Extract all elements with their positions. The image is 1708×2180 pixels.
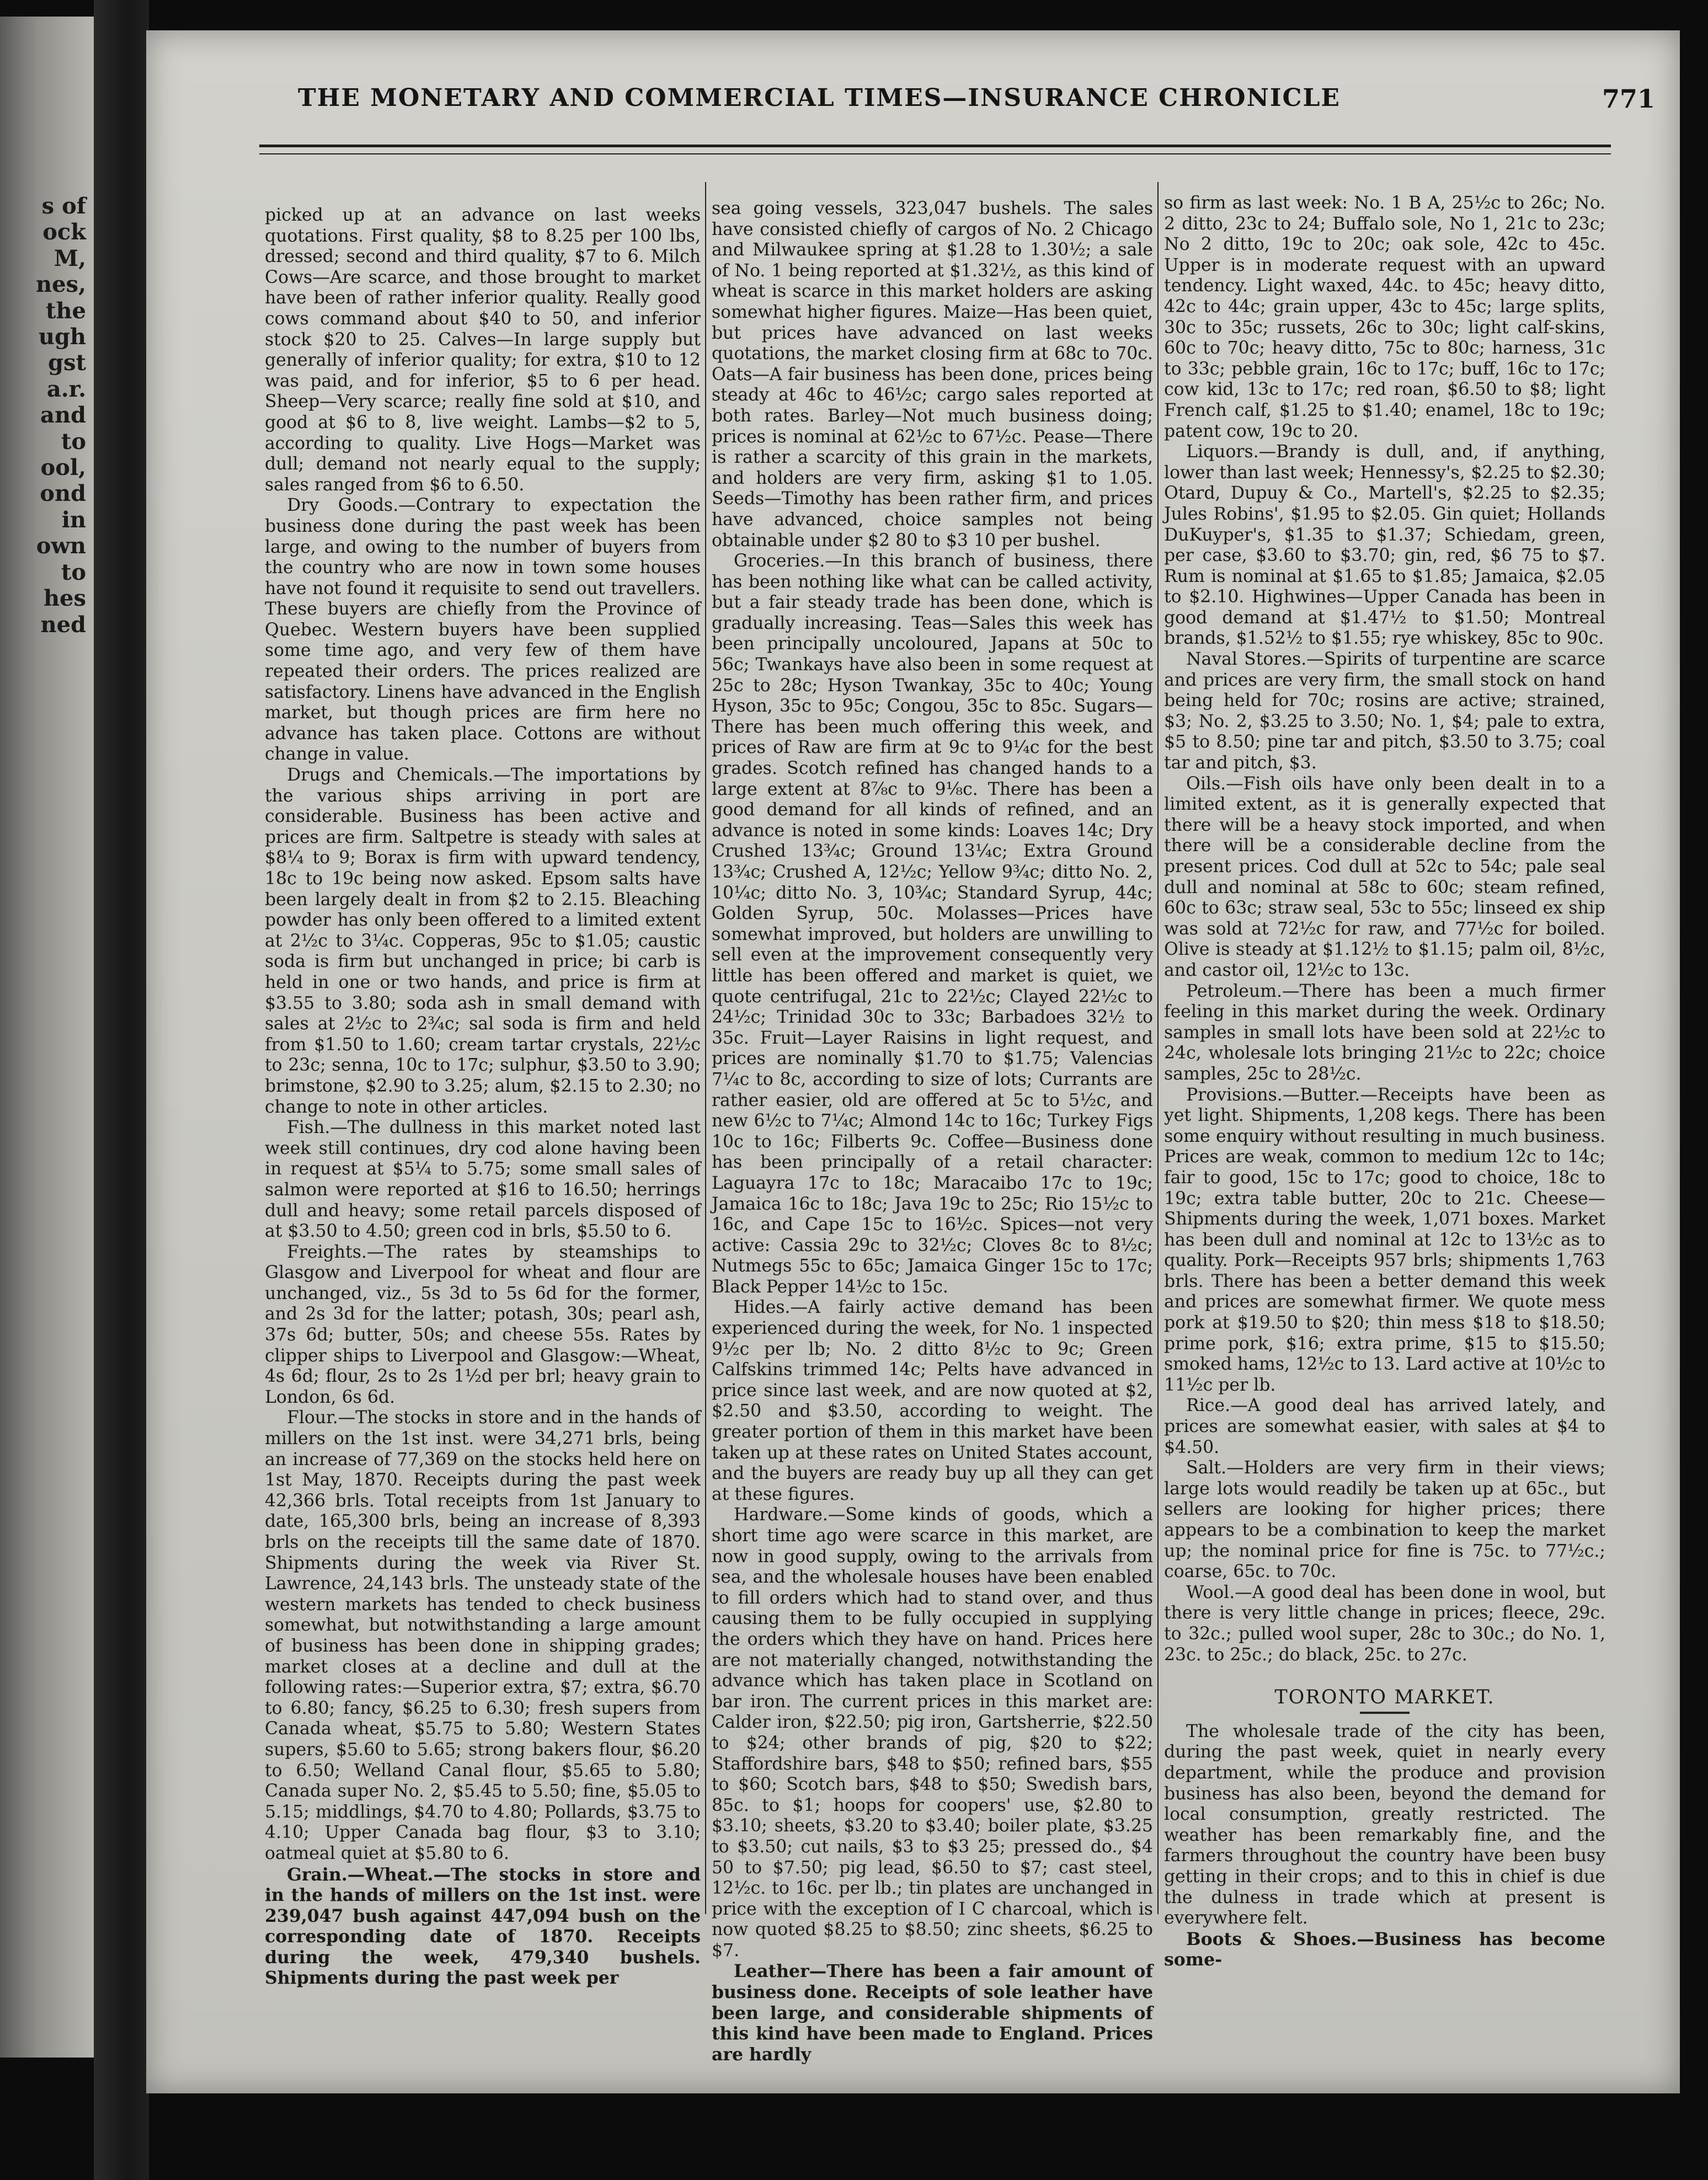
article-column-1	[265, 205, 701, 1989]
article-paragraph: Rice.—A good deal has arrived lately, and prices are somewhat easier, with sales at $4 to $4.50.	[1164, 1396, 1605, 1457]
article-paragraph: Flour.—The stocks in store and in the hands of millers on the 1st inst. were 34,271 brls, being an increase of 77,369 on the stocks held here on 1st May, 1870. Receipts during the past week 42,366 brls. Total receipts from 1st January to date, 165,300 brls, being an increase of 8,393 brls on the receipts till the same date of 1870. Shipments during the week via River St. Lawrence, 24,143 brls. The unsteady state of the western markets has tended to check business somewhat, but notwithstanding a large amount of business has been done in shipping grades; market closes at a decline and dull at the following rates:—Superior extra, $7; extra, $6.70 to 6.80; fancy, $6.25 to 6.30; fresh supers from Canada wheat, $5.75 to 5.80; Western States supers, $5.60 to 5.65; strong bakers flour, $6.20 to 6.50; Welland Canal flour, $5.65 to 5.80; Canada super No. 2, $5.45 to 5.50; fine, $5.05 to 5.15; middlings, $4.70 to 4.80; Pollards, $3.75 to 4.10; Upper Canada bag flour, $3 to 3.10; oatmeal quiet at $5.80 to 6.	[265, 1408, 701, 1863]
left-fragment-word: a.r.	[46, 376, 86, 402]
left-fragment-word: ned	[40, 611, 86, 638]
left-fragment-word: gst	[48, 350, 86, 376]
article-paragraph: Provisions.—Butter.—Receipts have been as yet light. Shipments, 1,208 kegs. There has been some enquiry without resulting in much business. Prices are weak, common to medium 12c to 14c; fair to good, 15c to 17c; good to choice, 18c to 19c; extra table butter, 20c to 21c. Cheese—Shipments during the week, 1,071 boxes. Market has been dull and nominal at 12c to 13½c as to quality. Pork—Receipts 957 brls; shipments 1,763 brls. There has been a better demand this week and prices are somewhat firmer. We quote mess pork at $19.50 to $20; thin mess $18 to $18.50; prime pork, $16; extra prime, $15 to $15.50; smoked hams, 12½c to 13. Lard active at 10½c to 11½c per lb.	[1164, 1084, 1605, 1395]
article-paragraph: so firm as last week: No. 1 B A, 25½c to 26c; No. 2 ditto, 23c to 24; Buffalo sole, No 1, 21c to 23c; No 2 ditto, 19c to 20c; oak sole, 42c to 45c. Upper is in moderate request with an upward tendency. Light waxed, 44c. to 45c; heavy ditto, 42c to 44c; grain upper, 43c to 45c; large splits, 30c to 35c; russets, 26c to 30c; light calf-skins, 60c to 70c; heavy ditto, 75c to 80c; harness, 31c to 33c; pebble grain, 16c to 17c; buff, 16c to 17c; cow kid, 13c to 17c; red roan, $6.50 to $8; light French calf, $1.25 to $1.40; enamel, 18c to 19c; patent cow, 19c to 20.	[1164, 193, 1605, 441]
left-fragment-word: nes,	[36, 271, 86, 298]
section-rule	[1360, 1712, 1410, 1714]
article-paragraph: Leather—There has been a fair amount of business done. Receipts of sole leather have been large, and considerable shipments of this kind have been made to England. Prices are hardly	[712, 1961, 1153, 2065]
article-paragraph: Drugs and Chemicals.—The importations by the various ships arriving in port are considerable. Business has been active and prices are firm. Saltpetre is steady with sales at $8¼ to 9; Borax is firm with upward tendency, 18c to 19c being now asked. Epsom salts have been largely dealt in from $2 to 2.15. Bleaching powder has only been offered to a limited extent at 2½c to 3¼c. Copperas, 95c to $1.05; caustic soda is firm but unchanged in price; bi carb is held in one or two hands, and price is firm at $3.55 to 3.80; soda ash in small demand with sales at 2½c to 2¾c; sal soda is firm and held from $1.50 to 1.60; cream tartar crystals, 22½c to 23c; senna, 10c to 17c; sulphur, $3.50 to 3.90; brimstone, $2.90 to 3.25; alum, $2.15 to 2.30; no change to note in other articles.	[265, 765, 701, 1117]
left-fragment-word: s of	[41, 193, 86, 219]
left-fragment-word: to	[61, 428, 86, 455]
header-rule-thick	[259, 145, 1611, 147]
article-paragraph: Wool.—A good deal has been done in wool, but there is very little change in prices; fleece, 29c. to 32c.; pulled wool super, 28c to 30c.; do No. 1, 23c. to 25c.; do black, 25c. to 27c.	[1164, 1582, 1605, 1665]
article-column-2	[712, 199, 1153, 2065]
column-divider-1	[705, 182, 706, 1914]
left-fragment-word: own	[36, 533, 86, 559]
article-paragraph: Hardware.—Some kinds of goods, which a short time ago were scarce in this market, are now in good supply, owing to the arrivals from sea, and the wholesale houses have been enabled to fill orders which had to stand over, and thus causing them to be fully occupied in supplying the orders which they have on hand. Prices here are not materially changed, notwithstanding the advance which has taken place in Scotland on bar iron. The current prices in this market are: Calder iron, $22.50; pig iron, Gartsherrie, $22.50 to $24; other brands of pig, $20 to $22; Staffordshire bars, $48 to $50; refined bars, $55 to $60; Scotch bars, $48 to $50; Swedish bars, 85c. to $1; hoops for coopers' use, $2.80 to $3.10; sheets, $3.20 to $3.40; boiler plate, $3.25 to $3.50; cut nails, $3 to $3 25; pressed do., $4 50 to $7.50; pig lead, $6.50 to $7; cast steel, 12½c. to 16c. per lb.; tin plates are unchanged in price with the exception of I C charcoal, which is now quoted $8.25 to $8.50; zinc sheets, $6.25 to $7.	[712, 1505, 1153, 1960]
article-paragraph: Boots & Shoes.—Business has become some-	[1164, 1928, 1605, 1970]
column-divider-2	[1157, 182, 1159, 1914]
left-fragment-word: ugh	[38, 324, 86, 350]
article-paragraph: Dry Goods.—Contrary to expectation the business done during the past week has been large, and owing to the number of buyers from the country who are now in town some houses have not found it requisite to send out travellers. These buyers are chiefly from the Province of Quebec. Western buyers have been supplied some time ago, and very few of them have repeated their orders. The prices realized are satisfactory. Linens have advanced in the English market, but though prices are firm here no advance has taken place. Cottons are without change in value.	[265, 495, 701, 765]
article-paragraph: Groceries.—In this branch of business, there has been nothing like what can be called activity, but a fair steady trade has been done, which is gradually increasing. Teas—Sales this week has been principally uncoloured, Japans at 50c to 56c; Twankays have also been in some request at 25c to 28c; Hyson Twankay, 35c to 40c; Young Hyson, 35c to 95c; Congou, 35c to 85c. Sugars—There has been much offering this week, and prices of Raw are firm at 9c to 9¼c for the best grades. Scotch refined has changed hands to a large extent at 8⅞c to 9⅛c. There has been a good demand for all kinds of refined, and an advance is noted in some kinds: Loaves 14c; Dry Crushed 13¾c; Ground 13¼c; Extra Ground 13¾c; Crushed A, 12½c; Yellow 9¾c; ditto No. 2, 10¼c; ditto No. 3, 10¾c; Standard Syrup, 44c; Golden Syrup, 50c. Molasses—Prices have somewhat improved, but holders are unwilling to sell even at the improvement consequently very little has been offered and market is quiet, we quote centrifugal, 21c to 22½c; Clayed 22½c to 24½c; Trinidad 30c to 33c; Barbadoes 32½ to 35c. Fruit—Layer Raisins in light request, and prices are nominally $1.70 to $1.75; Valencias 7¼c to 8c, according to size of lots; Currants are rather easier, old are offered at 5c to 5½c, and new 6½c to 7¼c; Almond 14c to 16c; Turkey Figs 10c to 16c; Filberts 9c. Coffee—Business done has been principally of a retail character: Laguayra 17c to 18c; Maracaibo 17c to 19c; Jamaica 16c to 18c; Java 19c to 25c; Rio 15½c to 16c, and Cape 15c to 16½c. Spices—not very active: Cassia 29c to 32½c; Cloves 8c to 8½c; Nutmegs 55c to 65c; Jamaica Ginger 15c to 17c; Black Pepper 14½c to 15c.	[712, 551, 1153, 1297]
article-paragraph: Naval Stores.—Spirits of turpentine are scarce and prices are very firm, the small stock on hand being held for 70c; rosins are active; strained, $3; No. 2, $3.25 to 3.50; No. 1, $4; pale to extra, $5 to 8.50; pine tar and pitch, $3.50 to 3.75; coal tar and pitch, $3.	[1164, 649, 1605, 773]
article-paragraph: Liquors.—Brandy is dull, and, if anything, lower than last week; Hennessy's, $2.25 to $2.30; Otard, Dupuy & Co., Martell's, $2.25 to $2.35; Jules Robins', $1.95 to $2.05. Gin quiet; Hollands DuKuyper's, $1.35 to $1.37; Schiedam, green, per case, $3.60 to $3.70; gin, red, $6 75 to $7. Rum is nominal at $1.65 to $1.85; Jamaica, $2.05 to $2.10. Highwines—Upper Canada has been in good demand at $1.47½ to $1.50; Montreal brands, $1.52½ to $1.55; rye whiskey, 85c to 90c.	[1164, 442, 1605, 649]
article-paragraph: Freights.—The rates by steamships to Glasgow and Liverpool for wheat and flour are unchanged, viz., 5s 3d to 5s 6d for the former, and 2s 3d for the latter; potash, 30s; pearl ash, 37s 6d; butter, 50s; and cheese 55s. Rates by clipper ships to Liverpool and Glasgow:—Wheat, 4s 6d; flour, 2s to 2s 1½d per brl; heavy grain to London, 6s 6d.	[265, 1242, 701, 1407]
left-fragment-word: ond	[40, 480, 86, 507]
section-title: TORONTO MARKET.	[1274, 1686, 1495, 1709]
left-fragment-word: to	[61, 559, 86, 585]
left-fragment-word: ock	[42, 219, 86, 245]
left-page-text-fragments	[20, 193, 86, 638]
page-header	[298, 84, 1655, 128]
book-gutter	[94, 0, 149, 2180]
left-fragment-word: and	[40, 402, 86, 429]
left-fragment-word: in	[61, 506, 86, 533]
article-paragraph: sea going vessels, 323,047 bushels. The sales have consisted chiefly of cargos of No. 2 Chicago and Milwaukee spring at $1.28 to 1.30½; a sale of No. 1 being reported at $1.32½, as this kind of wheat is scarce in this market holders are asking somewhat higher figures. Maize—Has been quiet, but prices have advanced on last weeks quotations, the market closing firm at 68c to 70c. Oats—A fair business has been done, prices being steady at 46c to 46½c; cargo sales reported at both rates. Barley—Not much business doing; prices is nominal at 62½c to 67½c. Pease—There is rather a scarcity of this grain in the markets, and holders are very firm, asking $1 to 1.05. Seeds—Timothy has been rather firm, and prices have advanced, choice samples not being obtainable under $2 80 to $3 10 per bushel.	[712, 199, 1153, 551]
article-paragraph: Oils.—Fish oils have only been dealt in to a limited extent, as it is generally expected that there will be a heavy stock imported, and when there will be a considerable decline from the present prices. Cod dull at 52c to 54c; pale seal dull and nominal at 58c to 60c; steam refined, 60c to 63c; straw seal, 53c to 55c; linseed ex ship was sold at 72½c for raw, and 77½c for boiled. Olive is steady at $1.12½ to $1.15; palm oil, 8½c, and castor oil, 12½c to 13c.	[1164, 773, 1605, 980]
page-title: THE MONETARY AND COMMERCIAL TIMES—INSURANCE CHRONICLE	[298, 84, 1341, 112]
left-fragment-word: ool,	[40, 455, 86, 481]
page-number: 771	[1602, 84, 1655, 114]
left-fragment-word: M,	[54, 245, 86, 271]
left-fragment-word: hes	[43, 585, 86, 612]
article-paragraph: Salt.—Holders are very firm in their views; large lots would readily be taken up at 65c., but sellers are looking for higher prices; there appears to be a combination to keep the market up; the nominal price for fine is 75c. to 77½c.; coarse, 65c. to 70c.	[1164, 1458, 1605, 1582]
left-page-fragment	[0, 17, 94, 2058]
article-paragraph: picked up at an advance on last weeks quotations. First quality, $8 to 8.25 per 100 lbs, dressed; second and third quality, $7 to 6. Milch Cows—Are scarce, and those brought to market have been of rather inferior quality. Really good cows command about $40 to 50, and inferior stock $20 to 25. Calves—In large supply but generally of inferior quality; for extra, $10 to 12 was paid, and for inferior, $5 to 6 per head. Sheep—Very scarce; really fine sold at $10, and good at $6 to 8, live weight. Lambs—$2 to 5, according to quality. Live Hogs—Market was dull; demand not nearly equal to the supply; sales ranged from $6 to 6.50.	[265, 205, 701, 495]
article-column-3	[1164, 193, 1605, 1970]
article-paragraph: Fish.—The dullness in this market noted last week still continues, dry cod alone having been in request at $5¼ to 5.75; some small sales of salmon were reported at $16 to 16.50; herrings dull and heavy; some retail parcels disposed of at $3.50 to 4.50; green cod in brls, $5.50 to 6.	[265, 1118, 701, 1242]
article-paragraph: Petroleum.—There has been a much firmer feeling in this market during the week. Ordinary samples in small lots have been sold at 22½c to 24c, wholesale lots bringing 21½c to 22c; choice samples, 25c to 28½c.	[1164, 981, 1605, 1084]
left-fragment-word: the	[45, 297, 86, 324]
article-paragraph: The wholesale trade of the city has been, during the past week, quiet in nearly every department, while the produce and provision business has also been, beyond the demand for local consumption, greatly restricted. The weather has been remarkably fine, and the farmers throughout the country have been busy getting in their crops; and to this in chief is due the dulness in trade which at present is everywhere felt.	[1164, 1721, 1605, 1928]
article-paragraph: Hides.—A fairly active demand has been experienced during the week, for No. 1 inspected 9½c per lb; No. 2 ditto 8½c to 9c; Green Calfskins trimmed 14c; Pelts have advanced in price since last week, and are now quoted at $2, $2.50 and $3.50, according to weight. The greater portion of them in this market have been taken up at these rates on United States account, and the buyers are ready buy up all they can get at these figures.	[712, 1297, 1153, 1504]
header-rule-thin	[259, 153, 1611, 154]
article-paragraph: Grain.—Wheat.—The stocks in store and in the hands of millers on the 1st inst. were 239,047 bush against 447,094 bush on the corresponding date of 1870. Receipts during the week, 479,340 bushels. Shipments during the past week per	[265, 1864, 701, 1989]
